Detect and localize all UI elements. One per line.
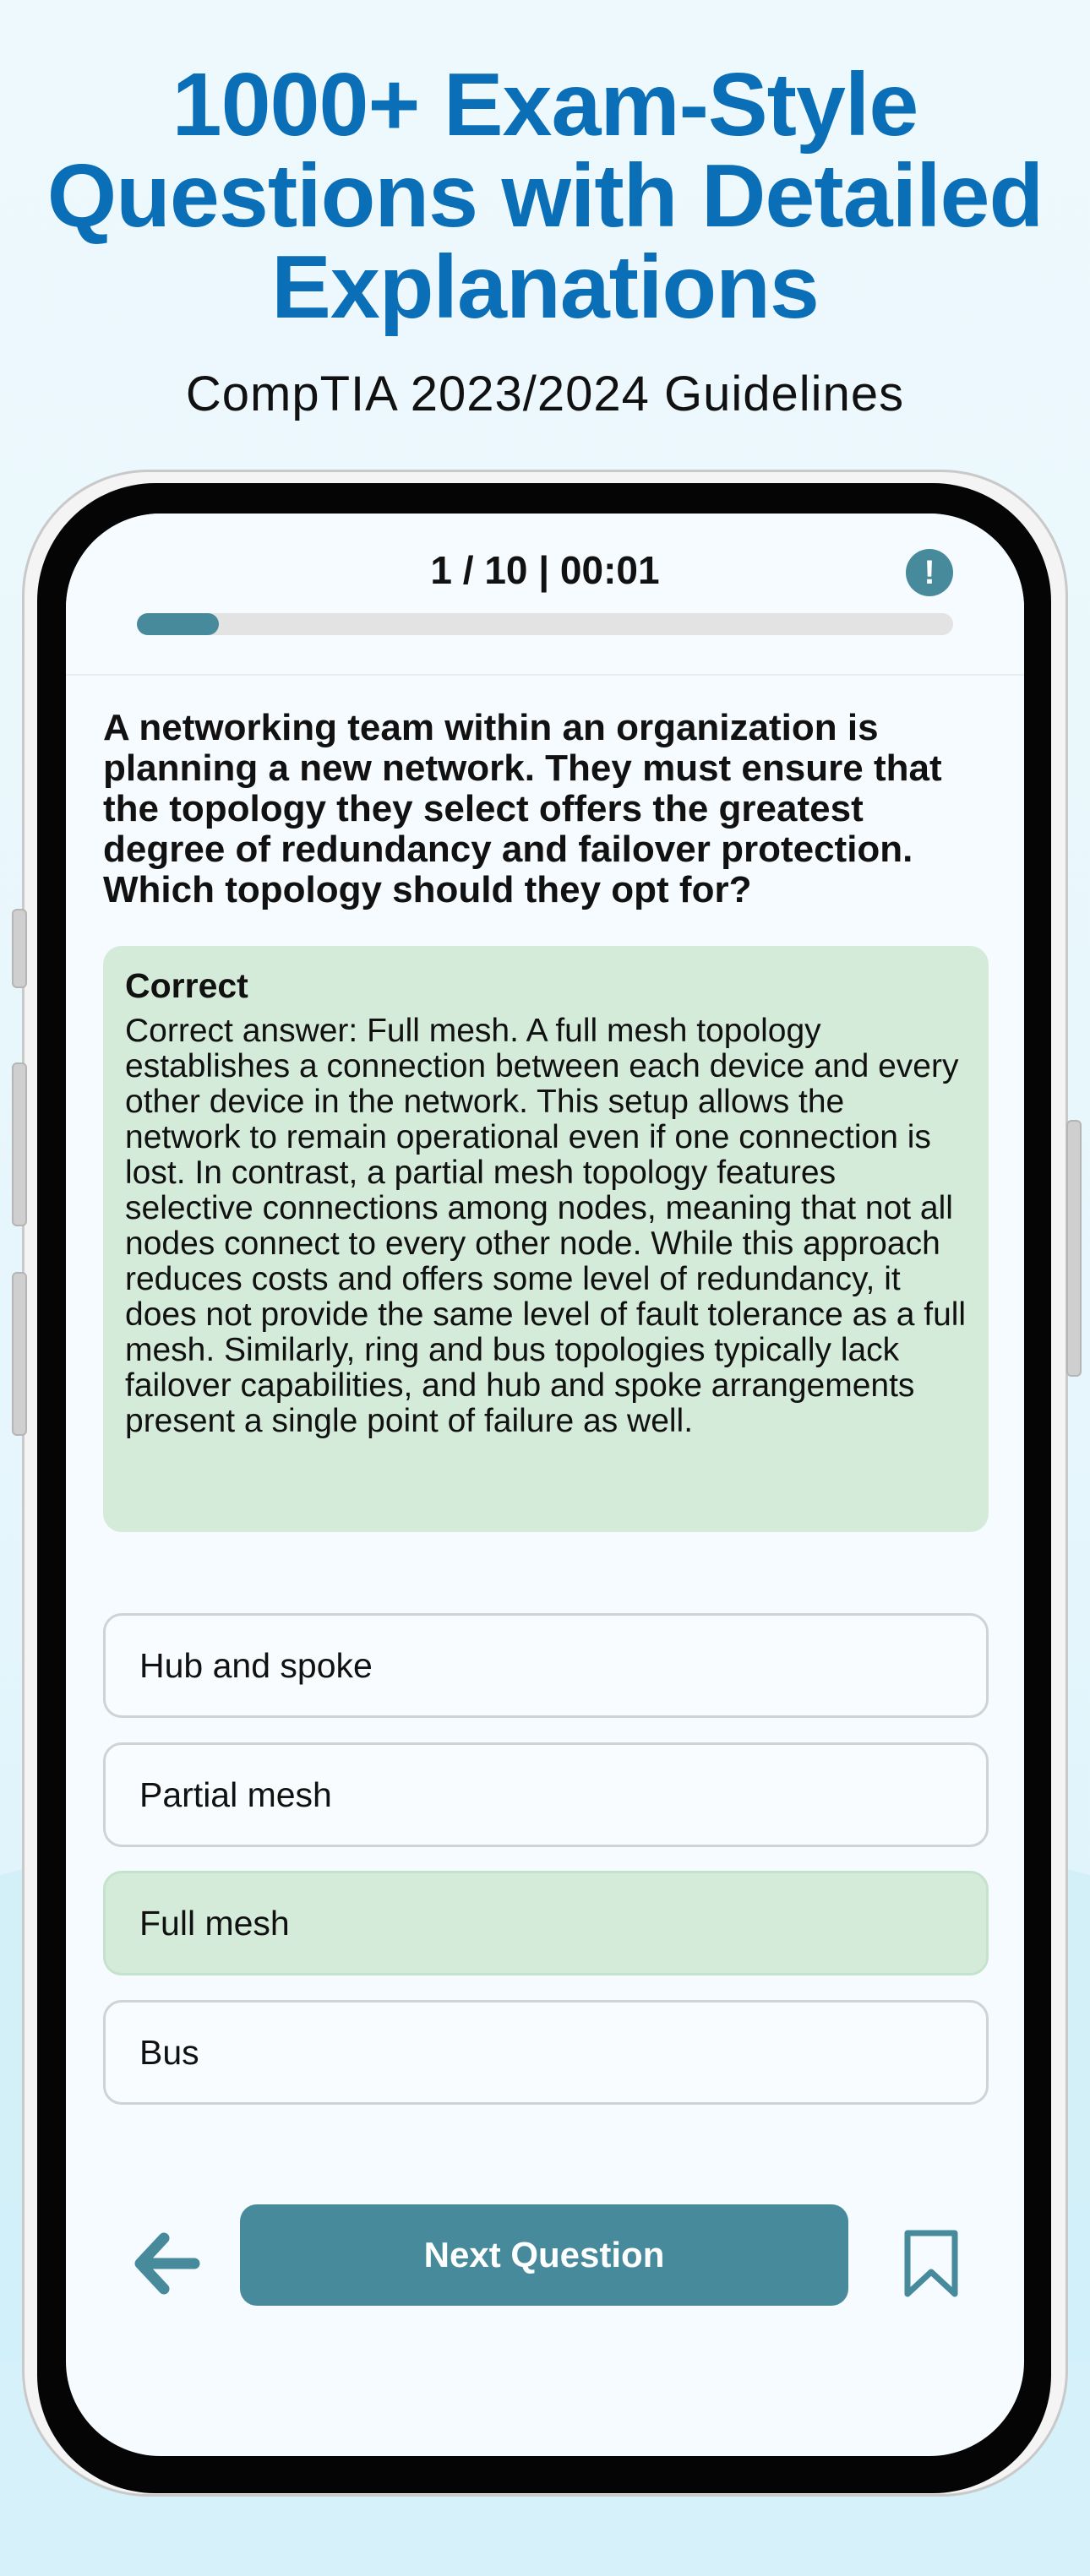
feedback-explanation: Correct answer: Full mesh. A full mesh topology establishes a connection between each device and every other device in the network. This setup allows the network to remain operational even if one connection is lost. In contrast, a partial mesh topology features selective connections among nodes, meaning that not all nodes connect to every other node. While this approach reduces costs and offers some level of redundancy, it does not provide the same level of fault tolerance as a full mesh. Similarly, ring and bus topologies typically lack failover capabilities, and hub and spoke arrangements present a single point of failure as well. xyxy=(125,1013,967,1439)
phone-side-button xyxy=(12,909,27,988)
answer-feedback-panel xyxy=(103,946,989,1532)
feedback-title: Correct xyxy=(125,966,248,1005)
answer-option[interactable]: Bus xyxy=(103,2000,989,2105)
arrow-left-icon[interactable] xyxy=(130,2228,201,2299)
question-text: A networking team within an organization is planning a new network. They must ensure that the topology they select offers the greatest degree of redundancy and failover protection. Which topology should they opt for? xyxy=(103,707,942,910)
quiz-header xyxy=(66,514,1024,676)
bookmark-icon[interactable] xyxy=(902,2228,960,2299)
headline-line-1: 1000+ Exam-Style xyxy=(172,55,918,155)
answer-option[interactable]: Partial mesh xyxy=(103,1742,989,1847)
progress-bar-fill xyxy=(137,613,219,635)
headline-line-3: Explanations xyxy=(271,237,819,337)
question-counter: 1 / 10 | 00:01 xyxy=(430,548,660,592)
phone-power-button xyxy=(1066,1120,1082,1377)
answer-option-correct[interactable]: Full mesh xyxy=(103,1871,989,1975)
phone-volume-down-button xyxy=(12,1272,27,1436)
exclamation-circle-icon[interactable]: ! xyxy=(906,549,953,596)
phone-volume-up-button xyxy=(12,1062,27,1226)
app-screen xyxy=(66,514,1024,2456)
headline-line-2: Questions with Detailed xyxy=(46,146,1044,246)
promo-subtitle: CompTIA 2023/2024 Guidelines xyxy=(185,367,905,421)
answer-option[interactable]: Hub and spoke xyxy=(103,1613,989,1718)
next-question-button[interactable]: Next Question xyxy=(240,2204,848,2306)
progress-bar xyxy=(137,613,953,635)
promo-headline xyxy=(0,55,1090,337)
